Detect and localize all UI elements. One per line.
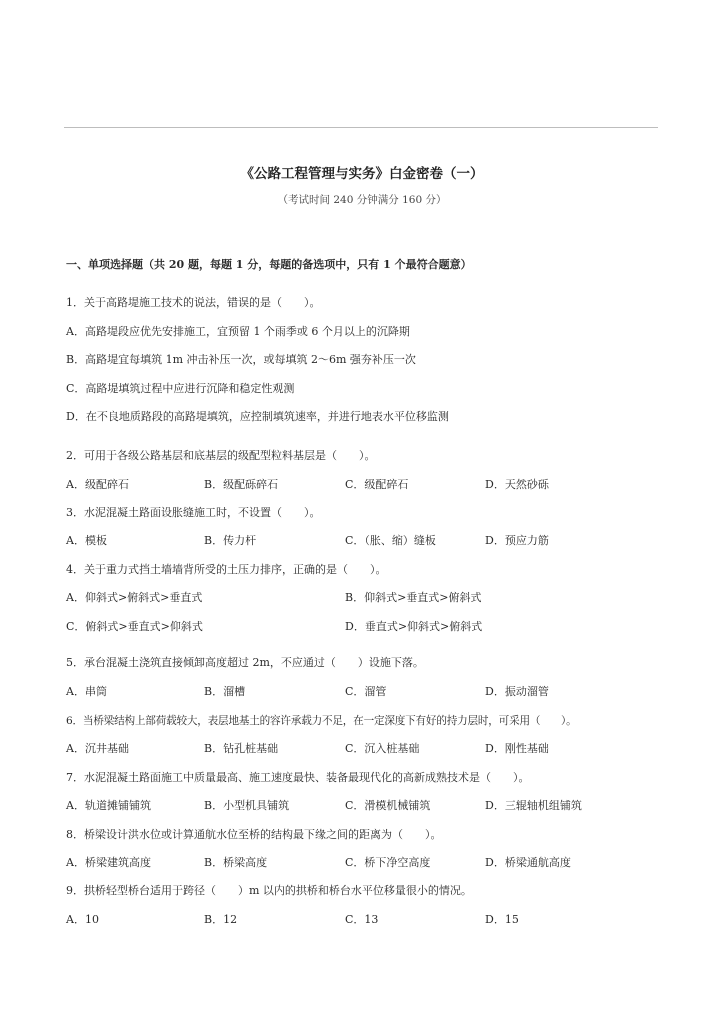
question-4-stem: 4．关于重力式挡土墙墙背所受的土压力排序，正确的是（ ）。 bbox=[66, 563, 387, 576]
question-1-option-d: D．在不良地质路段的高路堤填筑，应控制填筑速率，并进行地表水平位移监测 bbox=[66, 410, 449, 423]
question-2-option-b: B．级配砾碎石 bbox=[204, 478, 279, 491]
question-2-stem: 2．可用于各级公路基层和底基层的级配型粒料基层是（ ）。 bbox=[66, 449, 376, 462]
question-8-option-a: A．桥梁建筑高度 bbox=[66, 856, 151, 869]
question-7-option-c: C．滑模机械铺筑 bbox=[345, 799, 431, 812]
question-6-option-a: A．沉井基础 bbox=[66, 742, 129, 755]
question-5-option-d: D．振动溜管 bbox=[485, 685, 549, 698]
question-2-option-c: C．级配碎石 bbox=[345, 478, 409, 491]
question-1-option-b: B．高路堤宜每填筑 1m 冲击补压一次，或每填筑 2～6m 强夯补压一次 bbox=[66, 353, 416, 366]
section-heading: 一、单项选择题（共 20 题，每题 1 分，每题的备选项中，只有 1 个最符合题意） bbox=[66, 258, 472, 271]
question-9-option-a: A．10 bbox=[66, 913, 99, 926]
exam-info: （考试时间 240 分钟满分 160 分） bbox=[277, 194, 447, 206]
question-9-option-b: B．12 bbox=[204, 913, 238, 926]
question-8-option-d: D．桥梁通航高度 bbox=[485, 856, 571, 869]
page-title: 《公路工程管理与实务》白金密卷（一） bbox=[240, 166, 484, 182]
question-4-option-a: A．仰斜式>俯斜式>垂直式 bbox=[66, 591, 203, 604]
question-5-option-c: C．溜管 bbox=[345, 685, 387, 698]
question-3-option-b: B．传力杆 bbox=[204, 534, 257, 547]
header-rule bbox=[64, 127, 658, 128]
question-3-stem: 3．水泥混凝土路面设胀缝施工时，不设置（ ）。 bbox=[66, 506, 321, 519]
question-5-stem: 5．承台混凝土浇筑直接倾卸高度超过 2m，不应通过（ ）设施下落。 bbox=[66, 656, 424, 669]
question-1-option-c: C．高路堤填筑过程中应进行沉降和稳定性观测 bbox=[66, 382, 295, 395]
question-9-option-c: C．13 bbox=[345, 913, 379, 926]
question-1-option-a: A．高路堤段应优先安排施工，宜预留 1 个雨季或 6 个月以上的沉降期 bbox=[66, 325, 410, 338]
question-2-option-d: D．天然砂砾 bbox=[485, 478, 549, 491]
question-3-option-d: D．预应力筋 bbox=[485, 534, 549, 547]
question-8-stem: 8．桥梁设计洪水位或计算通航水位至桥的结构最下缘之间的距离为（ ）。 bbox=[66, 828, 442, 841]
question-5-option-a: A．串筒 bbox=[66, 685, 107, 698]
question-4-option-c: C．俯斜式>垂直式>仰斜式 bbox=[66, 620, 203, 633]
question-8-option-b: B．桥梁高度 bbox=[204, 856, 268, 869]
question-9-stem: 9．拱桥轻型桥台适用于跨径（ ）m 以内的拱桥和桥台水平位移量很小的情况。 bbox=[66, 884, 472, 897]
question-7-option-b: B．小型机具铺筑 bbox=[204, 799, 290, 812]
question-3-option-c: C．（胀、缩）缝板 bbox=[345, 534, 436, 547]
question-7-option-a: A．轨道摊铺铺筑 bbox=[66, 799, 151, 812]
question-7-option-d: D．三辊轴机组铺筑 bbox=[485, 799, 582, 812]
question-8-option-c: C．桥下净空高度 bbox=[345, 856, 431, 869]
question-6-stem: 6．当桥梁结构上部荷载较大，表层地基土的容许承载力不足，在一定深度下有好的持力层时，可采用（ ）。 bbox=[66, 715, 577, 727]
question-6-option-c: C．沉入桩基础 bbox=[345, 742, 420, 755]
question-5-option-b: B．溜槽 bbox=[204, 685, 246, 698]
question-3-option-a: A．模板 bbox=[66, 534, 107, 547]
question-1-stem: 1．关于高路堤施工技术的说法，错误的是（ ）。 bbox=[66, 296, 321, 309]
question-4-option-b: B．仰斜式>垂直式>俯斜式 bbox=[345, 591, 482, 604]
question-2-option-a: A．级配碎石 bbox=[66, 478, 129, 491]
question-6-option-d: D．刚性基础 bbox=[485, 742, 549, 755]
question-4-option-d: D．垂直式>仰斜式>俯斜式 bbox=[345, 620, 483, 633]
question-9-option-d: D．15 bbox=[485, 913, 519, 926]
question-6-option-b: B．钻孔桩基础 bbox=[204, 742, 279, 755]
question-7-stem: 7．水泥混凝土路面施工中质量最高、施工速度最快、装备最现代化的高新成熟技术是（ ）。 bbox=[66, 771, 530, 784]
